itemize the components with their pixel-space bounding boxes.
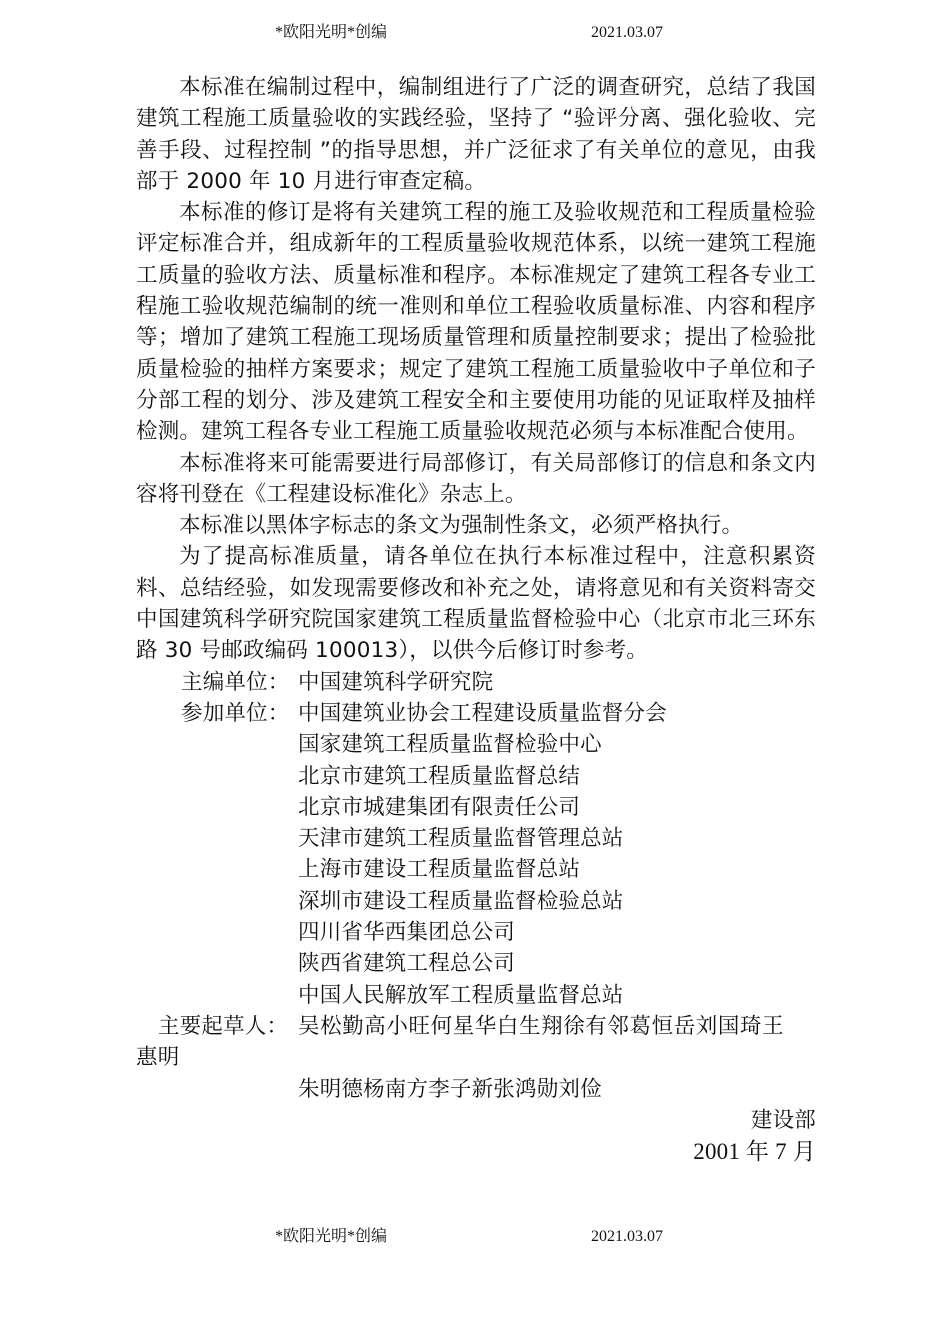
participant-unit: 上海市建设工程质量监督总站: [298, 857, 581, 883]
signature-org: 建设部: [750, 1107, 816, 1133]
participants-label: 参加单位：: [181, 700, 290, 726]
participant-unit: 北京市城建集团有限责任公司: [298, 794, 581, 820]
participant-unit: 深圳市建设工程质量监督检验总站: [298, 888, 624, 914]
paragraph: 本标准在编制过程中，编制组进行了广泛的调查研究，总结了我国建筑工程施工质量验收的实践经验，坚持了 “验评分离、强化验收、完善手段、过程控制 ”的指导思想，并广泛征求了有关单位的意见，由我部于 2000 年 10 月进行审查定稿。: [136, 75, 816, 194]
chief-editor-value: 中国建筑科学研究院: [298, 669, 494, 695]
chief-editor-label: 主编单位：: [181, 669, 290, 695]
footer-date: 2021.03.07: [591, 1228, 663, 1245]
paragraph: 本标准的修订是将有关建筑工程的施工及验收规范和工程质量检验评定标准合并，组成新年的工程质量验收规范体系，以统一建筑工程施工质量的验收方法、质量标准和程序。本标准规定了建筑工程各专业工程施工验收规范编制的统一准则和单位工程验收质量标准、内容和程序等；增加了建筑工程施工现场质量管理和质量控制要求；提出了检验批质量检验的抽样方案要求；规定了建筑工程施工质量验收中子单位和子分部工程的划分、涉及建筑工程安全和主要使用功能的见证取样及抽样检测。建筑工程各专业工程施工质量验收规范必须与本标准配合使用。: [136, 200, 816, 445]
participant-unit: 北京市建筑工程质量监督总结: [298, 763, 581, 789]
drafters-names-line1: 吴松勤高小旺何星华白生翔徐有邻葛恒岳刘国琦王: [298, 1013, 785, 1039]
header-author: *欧阳光明*创编: [275, 24, 388, 41]
participant-unit: 天津市建筑工程质量监督管理总站: [298, 826, 624, 852]
participant-unit: 陕西省建筑工程总公司: [298, 951, 516, 977]
participant-list: [298, 729, 816, 1011]
drafters-label: 主要起草人：: [158, 1013, 289, 1039]
drafters-block: [136, 1011, 816, 1105]
page-header: [0, 22, 950, 44]
header-date: 2021.03.07: [591, 24, 663, 41]
drafters-names-wrap: 惠明: [136, 1045, 180, 1071]
participant-unit: 国家建筑工程质量监督检验中心: [298, 732, 602, 758]
drafters-names-line2: 朱明德杨南方李子新张鸿勋刘俭: [298, 1076, 602, 1102]
page-footer: [0, 1226, 950, 1248]
participant-unit: 中国建筑业协会工程建设质量监督分会: [298, 700, 667, 726]
chief-editor-row: [136, 667, 816, 698]
document-body: [136, 72, 816, 1167]
footer-author: *欧阳光明*创编: [275, 1228, 388, 1245]
paragraph: 本标准以黑体字标志的条文为强制性条文，必须严格执行。: [179, 513, 744, 539]
participants-row: [136, 698, 816, 729]
participant-unit: 四川省华西集团总公司: [298, 920, 516, 946]
signature-date: 2001 年 7 月: [693, 1139, 816, 1165]
paragraph: 本标准将来可能需要进行局部修订，有关局部修订的信息和条文内容将刊登在《工程建设标准化》杂志上。: [136, 450, 816, 507]
participant-unit: 中国人民解放军工程质量监督总站: [298, 982, 624, 1008]
paragraph: 为了提高标准质量，请各单位在执行本标准过程中，注意积累资料、总结经验，如发现需要修改和补充之处，请将意见和有关资料寄交中国建筑科学研究院国家建筑工程质量监督检验中心（北京市北三环东路 30 号邮政编码 100013），以供今后修订时参考。: [136, 544, 816, 664]
